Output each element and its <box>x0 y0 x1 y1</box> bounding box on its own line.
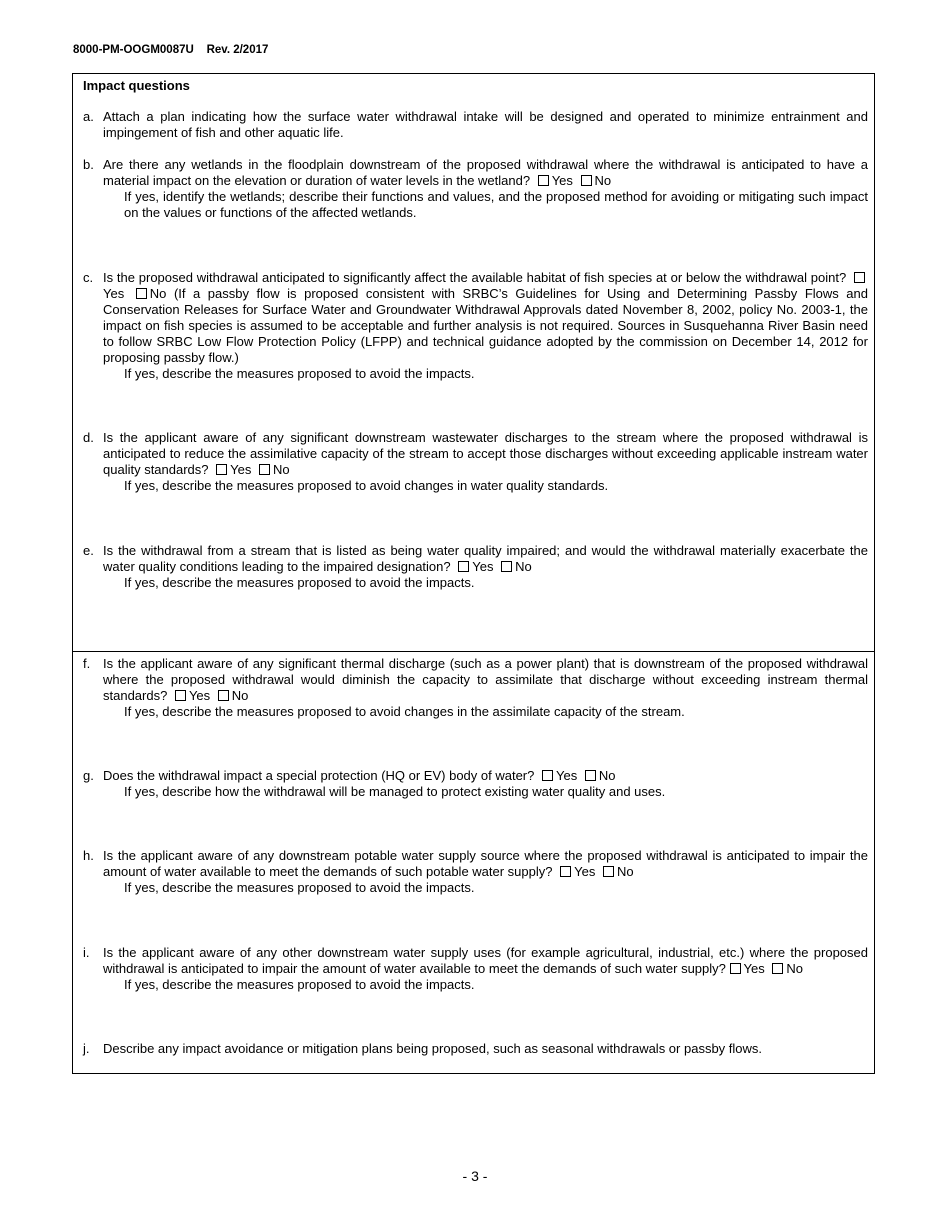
no-checkbox[interactable] <box>772 963 783 974</box>
yes-label: Yes <box>103 286 125 301</box>
question-body <box>103 945 868 977</box>
yes-label: Yes <box>574 864 596 879</box>
yes-label: Yes <box>472 559 494 574</box>
no-label: No <box>598 768 616 783</box>
yes-checkbox[interactable] <box>542 770 553 781</box>
question-body <box>103 768 868 784</box>
question-e <box>83 543 868 591</box>
question-text: Is the applicant aware of any other downstream water supply uses (for example agricultural, industrial, etc.) where the proposed withdrawal is anticipated to impair the amount of water available to meet the demands of such water supply? <box>103 945 868 976</box>
question-text: Does the withdrawal impact a special protection (HQ or EV) body of water? <box>103 768 535 783</box>
no-label: No <box>786 961 803 976</box>
question-letter: f. <box>83 656 91 671</box>
question-d <box>83 430 868 494</box>
question-f <box>83 656 868 720</box>
question-text: Attach a plan indicating how the surface water withdrawal intake will be designed and operated to minimize entrainment and impingement of fish and other aquatic life. <box>103 109 868 140</box>
question-letter: d. <box>83 430 94 445</box>
yes-label: Yes <box>230 462 252 477</box>
no-label: No <box>515 559 532 574</box>
yes-label: Yes <box>556 768 578 783</box>
question-body <box>103 270 868 366</box>
question-body <box>103 543 868 575</box>
question-followup: If yes, describe the measures proposed to avoid the impacts. <box>124 575 475 590</box>
question-note: (If a passby flow is proposed consistent with SRBC’s Guidelines for Using and Determining Passby Flows and Conservation Releases for Surface Water and Groundwater Withdrawal Approvals dated November 8, 2002, policy No. 2003-1, the impact on fish species is assumed to be acceptable and further analysis is not required. Sources in Susquehanna River Basin need to follow SRBC Low Flow Protection Policy (LFPP) and technical guidance adopted by the commission on December 14, 2012 for proposing passby flow.) <box>103 286 868 365</box>
yes-label: Yes <box>551 173 573 188</box>
question-text: Is the proposed withdrawal anticipated to significantly affect the available habitat of fish species at or below the withdrawal point? <box>103 270 847 285</box>
no-checkbox[interactable] <box>585 770 596 781</box>
question-body <box>103 848 868 880</box>
question-followup: If yes, describe how the withdrawal will be managed to protect existing water quality and uses. <box>124 784 666 799</box>
no-label: No <box>149 286 167 301</box>
question-followup: If yes, describe the measures proposed to avoid the impacts. <box>124 366 475 381</box>
question-text: Is the applicant aware of any downstream potable water supply source where the proposed withdrawal is anticipated to impair the amount of water available to meet the demands of such potable water supply? <box>103 848 868 879</box>
question-body <box>103 656 868 704</box>
question-b <box>83 157 868 221</box>
yes-checkbox[interactable] <box>560 866 571 877</box>
section-divider <box>72 651 875 652</box>
yes-checkbox[interactable] <box>458 561 469 572</box>
question-text: Is the applicant aware of any significant downstream wastewater discharges to the stream where the proposed withdrawal is anticipated to reduce the assimilative capacity of the stream to accept those discharges without exceeding applicable instream water quality standards? <box>103 430 868 477</box>
question-followup: If yes, describe the measures proposed to avoid the impacts. <box>124 880 475 895</box>
no-checkbox[interactable] <box>501 561 512 572</box>
yes-checkbox[interactable] <box>175 690 186 701</box>
question-followup: If yes, describe the measures proposed to avoid changes in the assimilate capacity of the stream. <box>124 704 685 719</box>
question-letter: a. <box>83 109 94 124</box>
question-followup: If yes, identify the wetlands; describe their functions and values, and the proposed method for avoiding or mitigating such impact on the values or functions of the affected wetlands. <box>124 189 868 220</box>
yes-checkbox[interactable] <box>216 464 227 475</box>
question-followup: If yes, describe the measures proposed to avoid the impacts. <box>124 977 475 992</box>
question-h <box>83 848 868 896</box>
question-text: Is the applicant aware of any significant thermal discharge (such as a power plant) that is downstream of the proposed withdrawal where the proposed withdrawal would diminish the capacity to assimilate that discharge without exceeding instream thermal standards? <box>103 656 868 703</box>
question-j <box>83 1041 868 1057</box>
question-letter: b. <box>83 157 94 172</box>
yes-label: Yes <box>743 961 765 976</box>
form-id: 8000-PM-OOGM0087U Rev. 2/2017 <box>73 44 269 56</box>
no-checkbox[interactable] <box>259 464 270 475</box>
question-c <box>83 270 868 382</box>
yes-checkbox[interactable] <box>538 175 549 186</box>
question-letter: c. <box>83 270 94 285</box>
question-letter: g. <box>83 768 94 783</box>
question-letter: h. <box>83 848 94 863</box>
page-number: - 3 - <box>462 1168 488 1184</box>
question-text: Describe any impact avoidance or mitigation plans being proposed, such as seasonal withdrawals or passby flows. <box>103 1041 763 1056</box>
no-checkbox[interactable] <box>136 288 147 299</box>
question-letter: e. <box>83 543 94 558</box>
question-text: Are there any wetlands in the floodplain downstream of the proposed withdrawal where the withdrawal is anticipated to have a material impact on the elevation or duration of water levels in the wetland? <box>103 157 868 188</box>
no-label: No <box>616 864 634 879</box>
no-checkbox[interactable] <box>581 175 592 186</box>
question-text: Is the withdrawal from a stream that is listed as being water quality impaired; and would the withdrawal materially exacerbate the water quality conditions leading to the impaired designation? <box>103 543 868 574</box>
no-label: No <box>594 173 612 188</box>
no-label: No <box>231 688 249 703</box>
question-body <box>103 157 868 189</box>
question-letter: i. <box>83 945 90 960</box>
no-checkbox[interactable] <box>603 866 614 877</box>
yes-checkbox[interactable] <box>854 272 865 283</box>
no-checkbox[interactable] <box>218 690 229 701</box>
question-g <box>83 768 868 800</box>
question-followup: If yes, describe the measures proposed to avoid changes in water quality standards. <box>124 478 609 493</box>
question-i <box>83 945 868 993</box>
section-title: Impact questions <box>83 78 190 93</box>
question-body <box>103 430 868 478</box>
question-letter: j. <box>83 1041 90 1056</box>
question-a <box>83 109 868 141</box>
yes-checkbox[interactable] <box>730 963 741 974</box>
yes-label: Yes <box>188 688 211 703</box>
no-label: No <box>272 462 290 477</box>
